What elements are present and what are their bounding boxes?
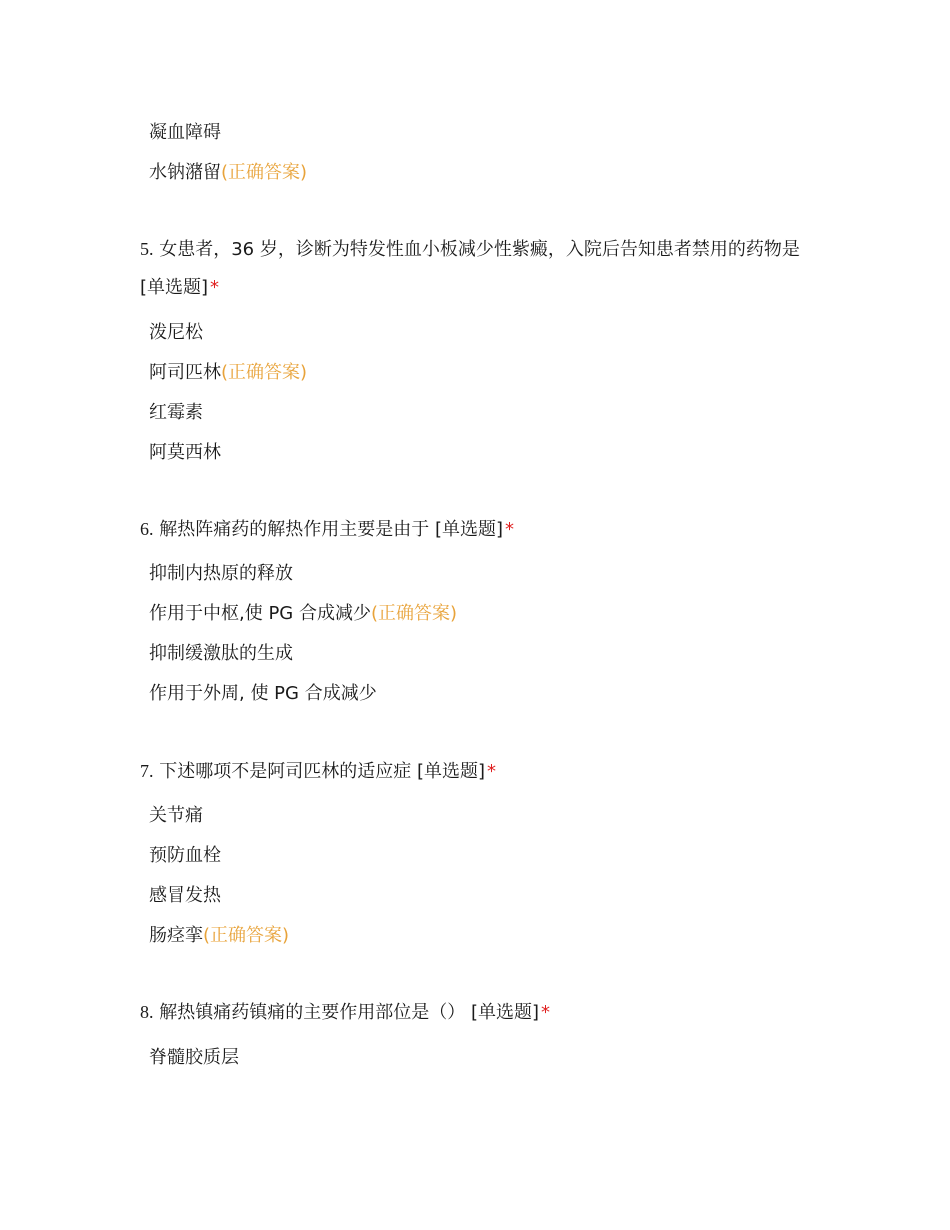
question-number: 5. [140, 239, 154, 259]
question-type: [单选题] [470, 1002, 540, 1023]
option-prev-1: 凝血障碍 [149, 122, 221, 143]
question-8 [140, 993, 810, 1032]
question-6 [140, 510, 810, 549]
option-7d: 肠痉挛(正确答案) [149, 925, 290, 946]
option-7c: 感冒发热 [149, 885, 221, 906]
option-5b: 阿司匹林(正确答案) [149, 362, 308, 383]
option-6b: 作用于中枢,使 PG 合成减少(正确答案) [149, 603, 458, 624]
option-6c: 抑制缓激肽的生成 [149, 643, 293, 664]
option-5c: 红霉素 [149, 402, 203, 423]
question-type: [单选题] [416, 761, 486, 782]
question-7 [140, 752, 810, 791]
correct-answer-tag: (正确答案) [370, 603, 458, 624]
required-mark: * [487, 761, 497, 782]
question-5 [140, 230, 810, 307]
option-5d: 阿莫西林 [149, 442, 221, 463]
option-7b: 预防血栓 [149, 845, 221, 866]
required-mark: * [505, 519, 515, 540]
question-number: 7. [140, 761, 154, 781]
correct-answer-tag: (正确答案) [221, 162, 308, 183]
required-mark: * [541, 1002, 551, 1023]
option-7a: 关节痛 [149, 805, 203, 826]
correct-answer-tag: (正确答案) [203, 925, 290, 946]
question-number: 8. [140, 1002, 154, 1022]
question-text: 女患者，36 岁，诊断为特发性血小板减少性紫癜，入院后告知患者禁用的药物是 [159, 239, 800, 260]
option-6d: 作用于外周, 使 PG 合成减少 [149, 683, 377, 704]
option-8a: 脊髓胶质层 [149, 1047, 239, 1068]
question-type: [单选题] [434, 519, 504, 540]
correct-answer-tag: (正确答案) [221, 362, 308, 383]
question-text: 下述哪项不是阿司匹林的适应症 [159, 761, 412, 782]
question-type: [单选题] [140, 277, 209, 298]
option-6a: 抑制内热原的释放 [149, 563, 293, 584]
question-text: 解热镇痛药镇痛的主要作用部位是（） [159, 1002, 466, 1023]
question-text: 解热阵痛药的解热作用主要是由于 [159, 519, 430, 540]
required-mark: * [210, 277, 220, 298]
option-prev-2: 水钠潴留(正确答案) [149, 162, 308, 183]
question-number: 6. [140, 519, 154, 539]
option-5a: 泼尼松 [149, 322, 203, 343]
